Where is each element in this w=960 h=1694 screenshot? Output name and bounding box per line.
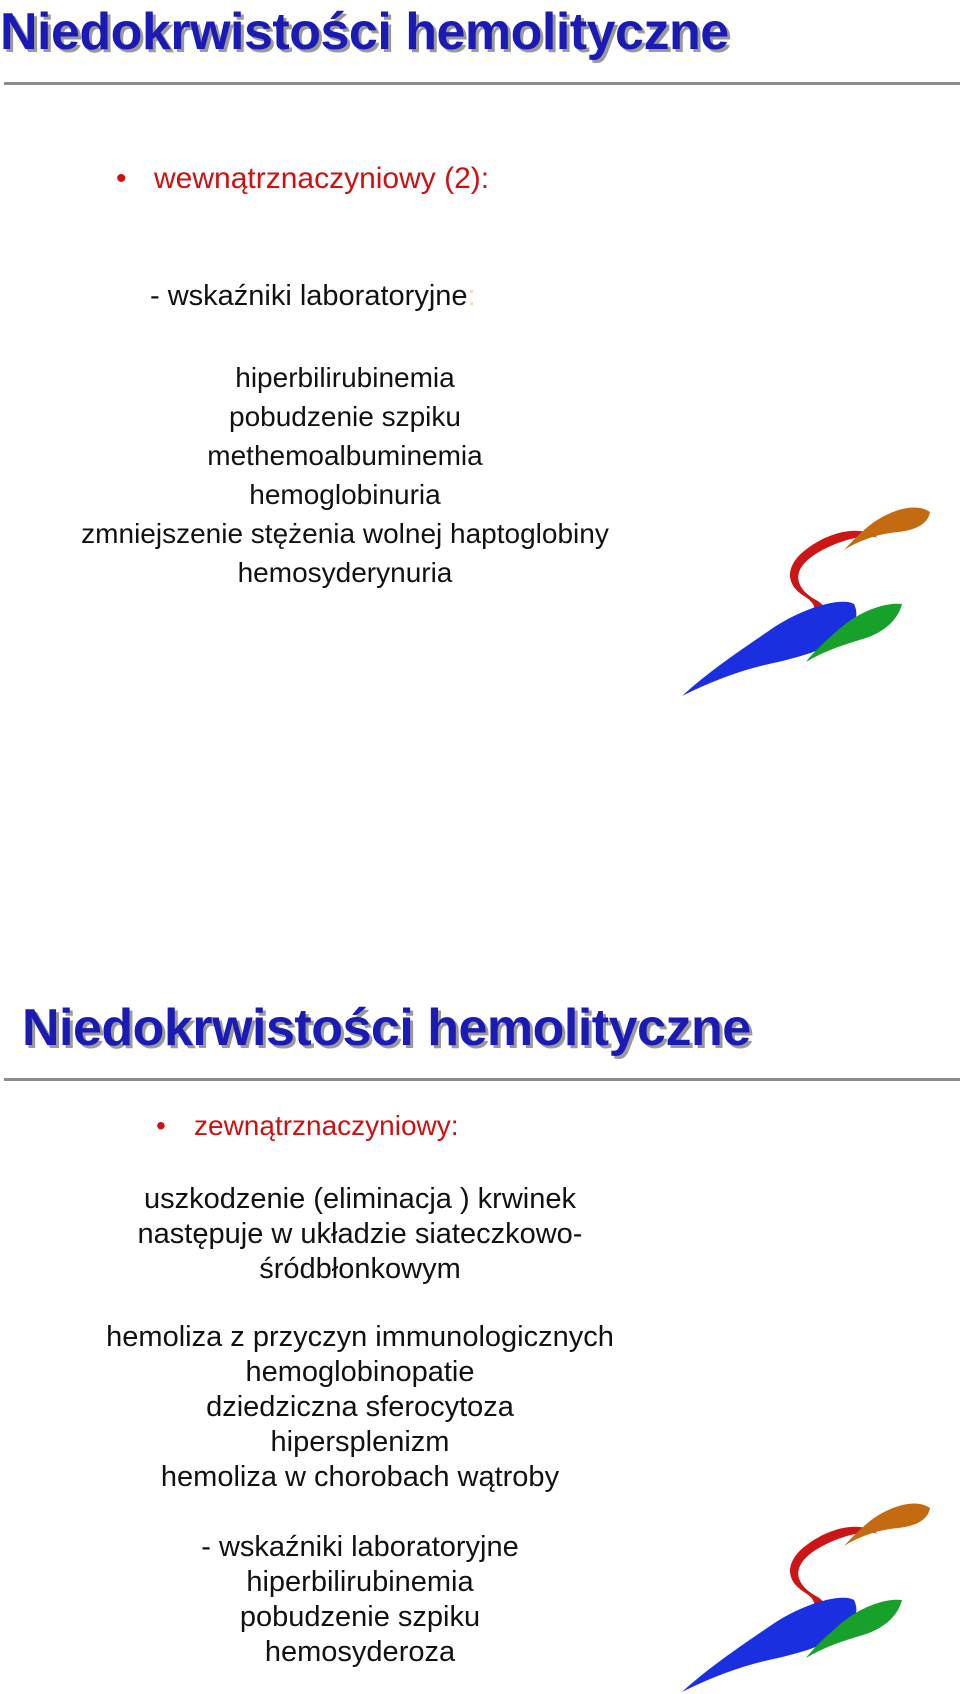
list-item: hiperbilirubinemia xyxy=(246,1566,474,1598)
causes-list xyxy=(0,1320,720,1495)
swoosh-logo-icon xyxy=(678,492,938,698)
slide-title: Niedokrwistości hemolityczne xyxy=(22,999,751,1057)
bullet-text: zewnątrznaczyniowy: xyxy=(194,1110,459,1141)
lab-indicators-heading: - wskaźniki laboratoryjne xyxy=(201,1531,519,1563)
list-item: hiperbilirubinemia xyxy=(235,362,455,393)
list-item: zmniejszenie stężenia wolnej haptoglobiny xyxy=(81,518,609,549)
mechanism-description xyxy=(0,1182,720,1287)
list-item: hemoglobinopatie xyxy=(245,1356,475,1388)
lab-indicators-heading-colon: : xyxy=(467,280,476,312)
list-item: pobudzenie szpiku xyxy=(229,401,461,432)
list-item: hemoliza z przyczyn immunologicznych xyxy=(106,1321,614,1353)
slide-1 xyxy=(0,0,960,846)
lab-indicators-list xyxy=(0,358,690,592)
description-line: śródbłonkowym xyxy=(259,1253,461,1285)
slide-title: Niedokrwistości hemolityczne xyxy=(0,3,729,61)
bullet-item xyxy=(156,1110,459,1142)
slide-2 xyxy=(0,976,960,1692)
list-item: dziedziczna sferocytoza xyxy=(206,1391,514,1423)
swoosh-logo-icon xyxy=(678,1488,938,1694)
lab-indicators-heading-text: - wskaźniki laboratoryjne xyxy=(150,280,468,312)
list-item: methemoalbuminemia xyxy=(207,440,483,471)
list-item: hemoliza w chorobach wątroby xyxy=(160,1461,560,1493)
list-item: hemoglobinuria xyxy=(249,479,441,510)
title-divider xyxy=(4,1078,960,1081)
bullet-dot-icon: • xyxy=(116,162,127,195)
lab-indicators-heading xyxy=(150,280,476,313)
bullet-text: wewnątrznaczyniowy (2): xyxy=(154,162,490,195)
list-item: pobudzenie szpiku xyxy=(239,1601,481,1633)
title-divider xyxy=(4,82,960,85)
description-line: następuje w układzie siateczkowo- xyxy=(137,1218,583,1250)
bullet-item xyxy=(116,162,489,196)
bullet-dot-icon: • xyxy=(156,1110,166,1141)
list-item: hemosyderoza xyxy=(264,1636,456,1668)
description-line: uszkodzenie (eliminacja ) krwinek xyxy=(144,1183,576,1215)
list-item: hipersplenizm xyxy=(270,1426,450,1458)
lab-indicators-list xyxy=(0,1530,720,1670)
list-item: hemosyderynuria xyxy=(237,557,453,588)
